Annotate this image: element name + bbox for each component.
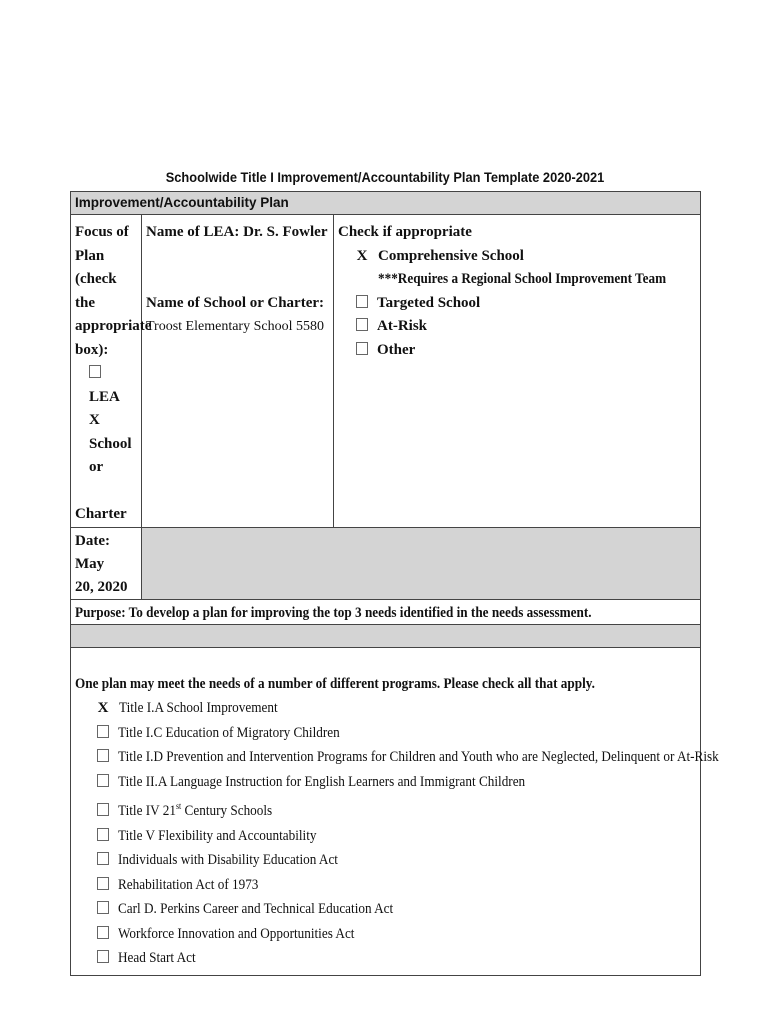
program-item[interactable]: Workforce Innovation and Opportunities Act [75, 922, 696, 947]
check-item-label: Other [377, 341, 416, 358]
check-mark[interactable]: X [356, 247, 368, 264]
school-name-value[interactable]: Troost Elementary School 5580 [146, 319, 324, 334]
checkbox-icon[interactable] [97, 877, 109, 890]
checkbox-icon[interactable] [97, 926, 109, 939]
lea-cell [142, 215, 334, 528]
program-item[interactable]: Title V Flexibility and Accountability [75, 824, 696, 849]
check-cell [334, 215, 701, 528]
date-line: 20, 2020 [75, 578, 128, 595]
checkbox-icon[interactable] [356, 318, 368, 331]
checkbox-icon[interactable] [97, 749, 109, 762]
checkbox-icon[interactable] [97, 774, 109, 787]
program-item[interactable]: Title I.D Prevention and Intervention Programs for Children and Youth who are Neglected, Delinquent or At-Risk [75, 745, 696, 770]
checkbox-icon[interactable] [356, 342, 368, 355]
focus-option-lea[interactable] [75, 362, 137, 409]
program-item[interactable]: Carl D. Perkins Career and Technical Education Act [75, 897, 696, 922]
empty-gray-row [71, 624, 701, 647]
check-item-comprehensive[interactable] [338, 245, 696, 269]
focus-cell [71, 215, 152, 528]
check-item-label: Targeted School [377, 294, 481, 311]
checkbox-icon[interactable] [97, 828, 109, 841]
date-cell [71, 527, 142, 599]
program-item[interactable]: Title IV 21st Century Schools [75, 794, 696, 824]
check-heading: Check if appropriate [338, 224, 472, 240]
checkbox-icon[interactable] [356, 295, 368, 308]
checkbox-icon[interactable] [97, 803, 109, 816]
program-item[interactable]: Title I.C Education of Migratory Children [75, 721, 696, 746]
section-header: Improvement/Accountability Plan [71, 192, 701, 215]
focus-label-line: appropriate [75, 318, 152, 334]
document-title: Schoolwide Title I Improvement/Accountability Plan Template 2020-2021 [165, 170, 605, 185]
check-item-label: Comprehensive School [378, 247, 524, 264]
focus-option-charter-label: Charter [75, 506, 127, 522]
check-item-label: At-Risk [377, 318, 428, 334]
program-item[interactable]: Rehabilitation Act of 1973 [75, 873, 696, 898]
check-item-at-risk[interactable] [338, 315, 696, 339]
program-item[interactable]: X Title I.A School Improvement [75, 696, 696, 721]
focus-option-school-label: School [89, 435, 132, 452]
check-item-note: ***Requires a Regional School Improvement Team [378, 271, 667, 287]
purpose-row [71, 599, 701, 624]
focus-label-line: Focus of [75, 224, 129, 240]
programs-cell [71, 647, 719, 975]
checkbox-icon[interactable] [97, 950, 109, 963]
date-gray-fill [142, 527, 701, 599]
checkbox-icon[interactable] [97, 725, 109, 738]
focus-option-or-label: or [89, 459, 104, 475]
school-name-label: Name of School or Charter: [146, 294, 325, 311]
focus-label-line: box): [75, 341, 109, 358]
checkbox-icon[interactable] [97, 901, 109, 914]
checkbox-icon[interactable] [89, 365, 101, 378]
check-mark[interactable]: X [97, 700, 109, 716]
focus-label-line: Plan (check [75, 247, 117, 287]
program-item[interactable]: Title II.A Language Instruction for English Learners and Immigrant Children [75, 770, 696, 795]
lea-name-label: Name of LEA: Dr. S. Fowler [146, 224, 328, 240]
checkbox-icon[interactable] [97, 852, 109, 865]
plan-table [70, 191, 719, 976]
check-item-targeted[interactable] [338, 292, 696, 316]
focus-option-label: LEA [89, 388, 120, 405]
check-item-other[interactable] [338, 339, 696, 363]
purpose-text: Purpose: To develop a plan for improving the top 3 needs identified in the needs assessment. [75, 604, 592, 621]
program-item[interactable]: Head Start Act [75, 946, 696, 971]
focus-label-line: the [75, 294, 95, 311]
programs-heading: One plan may meet the needs of a number of different programs. Please check all that apply. [75, 675, 595, 692]
program-item[interactable]: Individuals with Disability Education Act [75, 848, 696, 873]
focus-option-school-mark[interactable]: X [89, 412, 100, 428]
date-line: Date: May [75, 532, 110, 572]
